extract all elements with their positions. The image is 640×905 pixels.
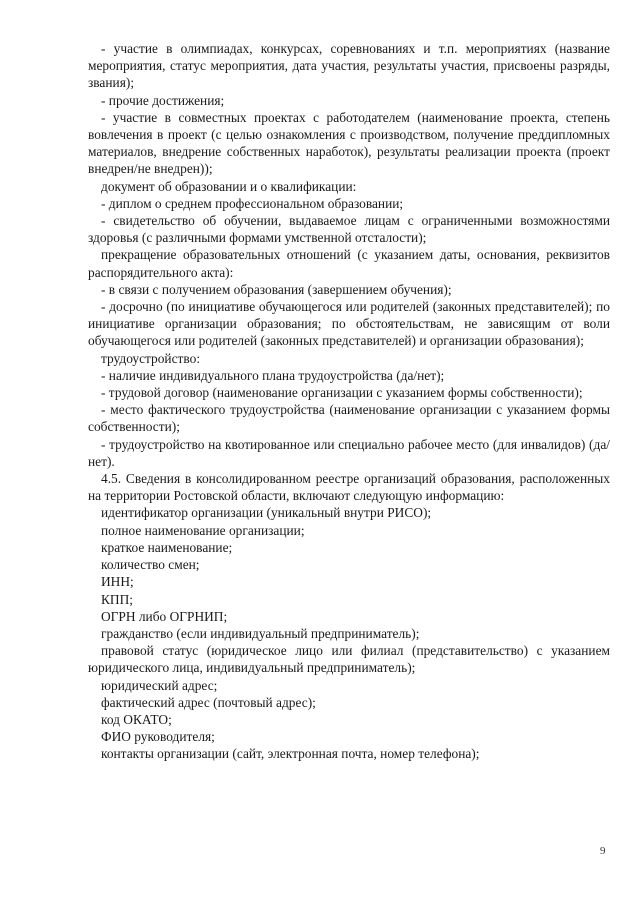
paragraph: правовой статус (юридическое лицо или филиал (представительство) с указанием юридического лица, индивидуальный предприниматель); — [88, 643, 610, 676]
paragraph: - свидетельство об обучении, выдаваемое лицам с ограниченными возможностями здоровья (с различными формами умственной отсталости); — [88, 213, 610, 246]
paragraph: контакты организации (сайт, электронная почта, номер телефона); — [101, 746, 480, 762]
section-4-5-paragraph: 4.5. Сведения в консолидированном реестре организаций образования, расположенных на территории Ростовской области, включают следующую информацию: — [88, 471, 610, 504]
paragraph: ФИО руководителя; — [101, 729, 215, 745]
page-number: 9 — [600, 845, 606, 857]
paragraph: - трудовой договор (наименование организации с указанием формы собственности); — [101, 385, 583, 401]
paragraph: гражданство (если индивидуальный предприниматель); — [101, 625, 420, 641]
paragraph: - место фактического трудоустройства (наименование организации с указанием формы собственности); — [88, 402, 610, 435]
paragraph: - трудоустройство на квотированное или специально рабочее место (для инвалидов) (да/нет). — [88, 436, 610, 469]
paragraph: количество смен; — [101, 557, 200, 573]
paragraph: полное наименование организации; — [101, 522, 305, 538]
paragraph: КПП; — [101, 591, 133, 607]
paragraph: - прочие достижения; — [101, 92, 225, 108]
document-body — [88, 40, 610, 763]
paragraph: ОГРН либо ОГРНИП; — [101, 608, 228, 624]
paragraph: трудоустройство: — [101, 350, 201, 366]
paragraph: - участие в совместных проектах с работодателем (наименование проекта, степень вовлечения в проект (с целью ознакомления с производством, получение преддипломных материалов, внедрение собственных наработок), результаты реализации проекта (проект внедрен/не внедрен)); — [88, 109, 610, 177]
paragraph: - наличие индивидуального плана трудоустройства (да/нет); — [101, 367, 445, 383]
paragraph: фактический адрес (почтовый адрес); — [101, 694, 316, 710]
paragraph: идентификатор организации (уникальный внутри РИСО); — [101, 505, 432, 521]
paragraph: прекращение образовательных отношений (с указанием даты, основания, реквизитов распорядительного акта): — [88, 247, 610, 280]
paragraph: краткое наименование; — [101, 539, 233, 555]
paragraph: - участие в олимпиадах, конкурсах, соревнованиях и т.п. мероприятиях (название мероприятия, статус мероприятия, дата участия, результаты участия, присвоены разряды, звания); — [88, 41, 610, 91]
paragraph: - досрочно (по инициативе обучающегося или родителей (законных представителей); по инициативе организации образования; по обстоятельствам, не зависящим от воли обучающегося или родителей (законных представителей) и организации образования); — [88, 299, 610, 349]
paragraph: документ об образовании и о квалификации: — [101, 178, 357, 194]
paragraph: код ОКАТО; — [101, 711, 172, 727]
paragraph: - диплом о среднем профессиональном образовании; — [101, 195, 404, 211]
paragraph: - в связи с получением образования (завершением обучения); — [101, 281, 452, 297]
paragraph: юридический адрес; — [101, 677, 218, 693]
paragraph: ИНН; — [101, 574, 134, 590]
